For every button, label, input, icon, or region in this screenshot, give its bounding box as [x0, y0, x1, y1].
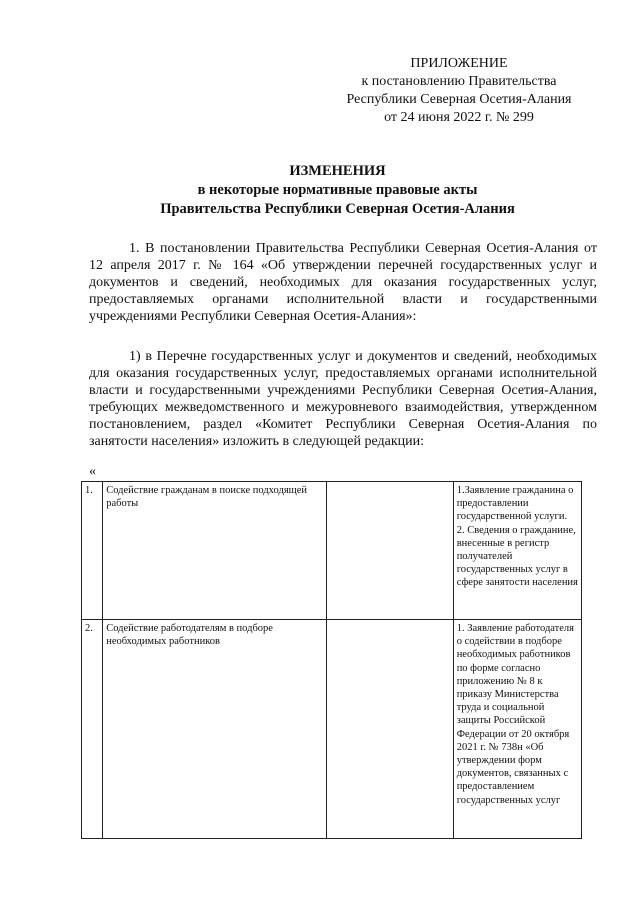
row-number: 2.	[82, 620, 103, 839]
appendix-government: Республики Северная Осетия-Алания	[346, 92, 572, 107]
table-row	[82, 620, 582, 839]
middle-cell	[327, 620, 453, 839]
title-subtitle-2: Правительства Республики Северная Осетия-Алания	[160, 201, 515, 217]
documents-cell	[453, 482, 581, 620]
appendix-date-number: от 24 июня 2022 г. № 299	[384, 110, 534, 125]
services-table	[81, 481, 582, 839]
title-main: ИЗМЕНЕНИЯ	[289, 163, 386, 179]
service-name: Содействие гражданам в поиске подходящей работы	[103, 482, 327, 620]
service-name: Содействие работодателям в подборе необходимых работников	[103, 620, 327, 839]
middle-cell	[327, 482, 453, 620]
table-row	[82, 482, 582, 620]
appendix-decree-ref: к постановлению Правительства	[361, 74, 557, 89]
appendix-label: ПРИЛОЖЕНИЕ	[410, 56, 508, 71]
document-item: 1.Заявление гражданина о предоставлении государственной услуги.	[456, 485, 574, 523]
documents-cell	[453, 620, 581, 839]
quote-open-mark: «	[89, 464, 96, 479]
paragraph-2: 1) в Перечне государственных услуг и документов и сведений, необходимых для оказания государственных услуг, предоставляемых органами исполнительной власти и государственными учреждениями Республики Северная Осетия-Алания, требующих межведомственного и межуровневого взаимодействия, утвержденном постановлением, раздел «Комитет Республики Северная Осетия-Алания по занятости населения» изложить в следующей редакции:	[89, 349, 597, 449]
document-item: 1. Заявление работодателя о содействии в подборе необходимых работников по форме согласно приложению № 8 к приказу Министерства труда и социальной защиты Российской Федерации от 20 октября 2021 г. № 738н «Об утверждении форм документов, связанных с предоставлением государственных услуг	[456, 623, 574, 806]
row-number: 1.	[82, 482, 103, 620]
document-item: 2. Сведения о гражданине, внесенные в регистр получателей государственных услуг в сфере занятости населения	[456, 524, 578, 589]
paragraph-1: 1. В постановлении Правительства Республики Северная Осетия-Алания от 12 апреля 2017 г. № 164 «Об утверждении перечней государственных услуг и документов и сведений, необходимых для оказания государственных услуг, предоставляемых органами исполнительной власти и государственными учреждениями Республики Северная Осетия-Алания»:	[89, 241, 597, 324]
title-subtitle: в некоторые нормативные правовые акты	[197, 182, 478, 198]
appendix-header	[320, 55, 598, 127]
document-title	[60, 162, 615, 219]
